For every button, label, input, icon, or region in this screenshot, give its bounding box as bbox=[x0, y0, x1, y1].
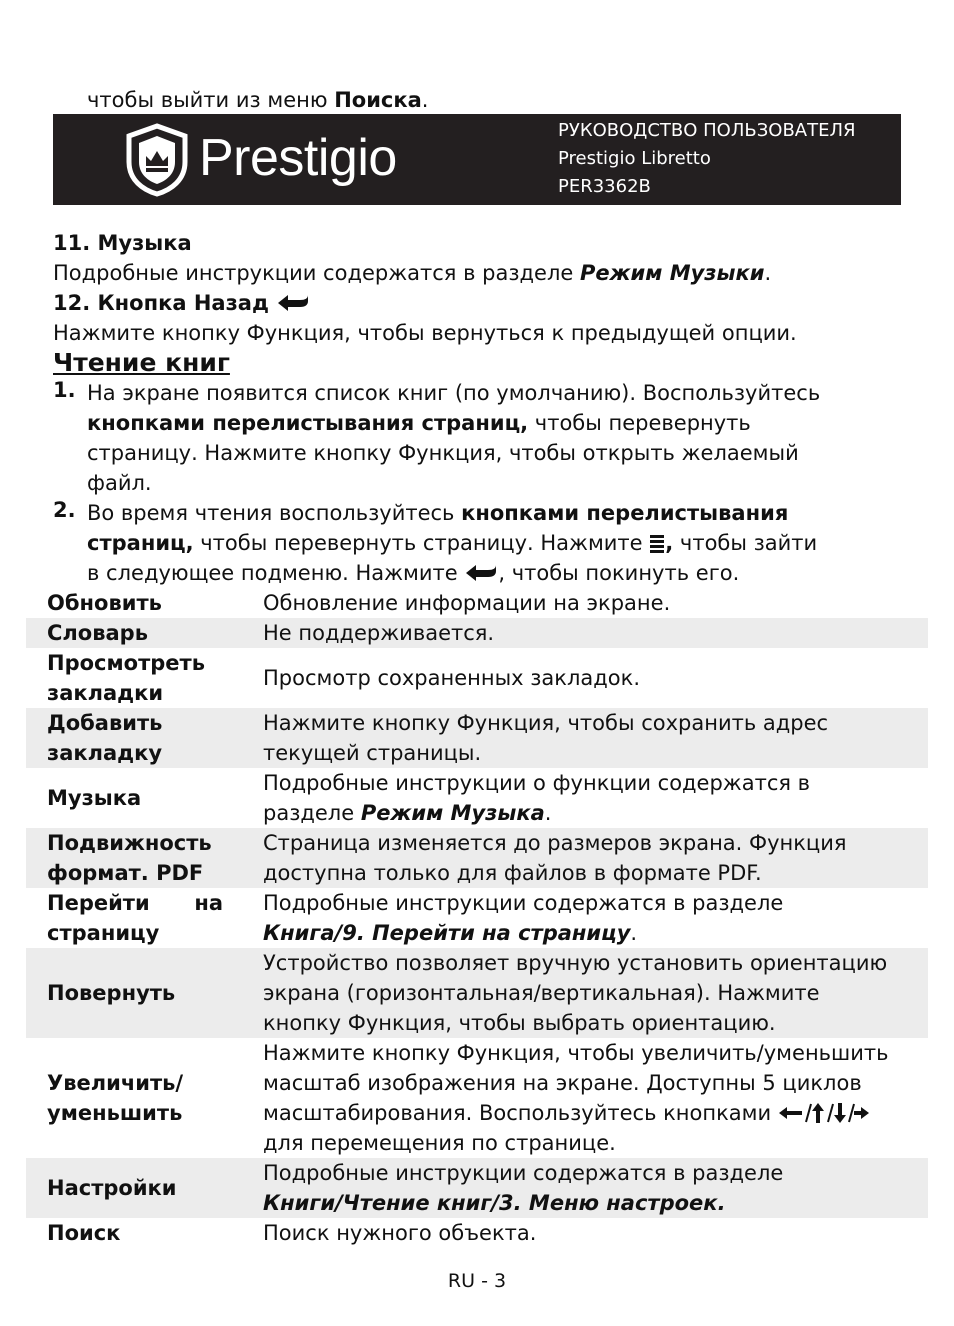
option-desc: Поиск нужного объекта. bbox=[263, 1221, 537, 1245]
option-key: Настройки bbox=[26, 1158, 263, 1218]
desc-line: Нажмите кнопку Функция, чтобы сохранить адрес bbox=[263, 711, 829, 735]
top-line-text: чтобы выйти из меню bbox=[87, 88, 335, 112]
option-desc: Просмотр сохраненных закладок. bbox=[263, 666, 640, 690]
page-number: RU - 3 bbox=[447, 1270, 507, 1292]
brand-wordmark: Prestigio bbox=[199, 129, 397, 187]
table-row bbox=[26, 618, 928, 648]
table-row bbox=[26, 948, 928, 1038]
top-continuation-line bbox=[87, 86, 428, 114]
top-line-end: . bbox=[421, 88, 429, 112]
product-name: Prestigio Libretto bbox=[558, 148, 711, 169]
desc-line: Нажмите кнопку Функция, чтобы увеличить/уменьшить bbox=[263, 1041, 889, 1065]
key-line: Подвижность bbox=[47, 831, 212, 855]
desc-line: Подробные инструкции содержатся в разделе bbox=[263, 891, 784, 915]
desc-line: Страница изменяется до размеров экрана. Функция bbox=[263, 831, 847, 855]
key-line: Просмотреть bbox=[47, 651, 205, 675]
reading-options-table bbox=[26, 588, 928, 1248]
section-ref: Книги/Чтение книг/3. Меню настроек bbox=[263, 1191, 718, 1215]
table-row bbox=[26, 1158, 928, 1218]
section-ref: Режим Музыка bbox=[360, 801, 545, 825]
option-key bbox=[26, 708, 263, 768]
desc-line bbox=[263, 1188, 920, 1218]
option-desc: Обновление информации на экране. bbox=[263, 591, 671, 615]
desc-line: экрана (горизонтальная/вертикальная). Нажмите bbox=[263, 981, 820, 1005]
music-paragraph bbox=[53, 258, 923, 288]
option-key: Музыка bbox=[47, 786, 142, 810]
key-line: Увеличить/ bbox=[47, 1071, 184, 1095]
step2-line2 bbox=[87, 528, 923, 558]
reading-step-1 bbox=[53, 378, 923, 498]
option-desc bbox=[263, 1158, 928, 1218]
option-desc: Не поддерживается. bbox=[263, 618, 928, 648]
step1-line1: На экране появится список книг (по умолчанию). Воспользуйтесь bbox=[87, 381, 821, 405]
option-key: Повернуть bbox=[26, 948, 263, 1038]
desc-line bbox=[263, 918, 920, 948]
option-key: Обновить bbox=[47, 591, 162, 615]
crown-shield-icon bbox=[119, 122, 195, 198]
music-text: Подробные инструкции содержатся в разделе bbox=[53, 261, 580, 285]
option-desc bbox=[263, 1038, 928, 1158]
back-heading bbox=[53, 288, 923, 318]
back-arrow-icon bbox=[464, 562, 498, 582]
desc-line: текущей страницы. bbox=[263, 741, 482, 765]
desc-line: для перемещения по странице. bbox=[263, 1131, 616, 1155]
step2-line1 bbox=[87, 498, 923, 528]
desc-end: . bbox=[717, 1191, 726, 1215]
desc-line bbox=[263, 798, 920, 828]
table-row bbox=[26, 648, 928, 708]
option-key bbox=[26, 648, 263, 708]
key-line: страницу bbox=[47, 921, 160, 945]
main-content bbox=[53, 228, 923, 588]
desc-line: Подробные инструкции о функции содержатся в bbox=[263, 771, 811, 795]
key-line: уменьшить bbox=[47, 1101, 183, 1125]
desc-line: Подробные инструкции содержатся в разделе bbox=[263, 1161, 784, 1185]
step2-text: Во время чтения воспользуйтесь bbox=[87, 501, 462, 525]
option-key: Поиск bbox=[47, 1221, 121, 1245]
step1-line4: файл. bbox=[87, 471, 152, 495]
key-line: Добавить bbox=[47, 711, 163, 735]
header-info bbox=[558, 117, 856, 201]
step2-comma: , bbox=[665, 531, 674, 555]
section-ref: Книга/9. Перейти на страницу bbox=[263, 921, 631, 945]
desc-end: . bbox=[544, 801, 552, 825]
desc-line: масштаб изображения на экране. Доступны 5 циклов bbox=[263, 1071, 862, 1095]
header-band bbox=[53, 114, 901, 205]
top-line-bold: Поиска bbox=[334, 88, 422, 112]
step2-text3: в следующее подменю. Нажмите bbox=[87, 561, 465, 585]
menu-icon bbox=[649, 533, 665, 553]
option-key bbox=[26, 828, 263, 888]
table-row bbox=[26, 708, 928, 768]
step1-line2 bbox=[87, 408, 923, 438]
table-row bbox=[26, 888, 928, 948]
key-line: закладки bbox=[47, 681, 164, 705]
music-section-ref: Режим Музыки bbox=[579, 261, 765, 285]
back-arrow-icon bbox=[276, 292, 310, 312]
table-row bbox=[26, 1218, 928, 1248]
model-number: PER3362B bbox=[558, 176, 651, 197]
option-desc bbox=[263, 768, 928, 828]
prestigio-logo bbox=[119, 122, 429, 198]
desc-line: кнопку Функция, чтобы выбрать ориентацию. bbox=[263, 1011, 776, 1035]
key-word: Перейти bbox=[47, 891, 150, 915]
option-desc bbox=[263, 828, 928, 888]
option-desc bbox=[263, 888, 928, 948]
desc-text: разделе bbox=[263, 801, 361, 825]
step2-end3: , чтобы покинуть его. bbox=[498, 561, 740, 585]
step1-bold: кнопками перелистывания страниц, bbox=[87, 411, 529, 435]
music-heading: 11. Музыка bbox=[53, 231, 192, 255]
step2-line3 bbox=[87, 558, 923, 588]
table-row bbox=[26, 768, 928, 828]
table-row bbox=[26, 1038, 928, 1158]
option-key: Словарь bbox=[26, 618, 263, 648]
table-row bbox=[26, 588, 928, 618]
music-end: . bbox=[764, 261, 772, 285]
desc-line: доступна только для файлов в формате PDF. bbox=[263, 861, 762, 885]
key-line: закладку bbox=[47, 741, 163, 765]
back-paragraph: Нажмите кнопку Функция, чтобы вернуться к предыдущей опции. bbox=[53, 321, 797, 345]
step2-bold2: страниц, bbox=[87, 531, 194, 555]
step1-rest: чтобы перевернуть bbox=[528, 411, 751, 435]
step-number: 2. bbox=[53, 498, 76, 522]
step2-end: чтобы зайти bbox=[673, 531, 818, 555]
option-key bbox=[26, 1038, 263, 1158]
reading-section-title: Чтение книг bbox=[53, 348, 230, 377]
table-row bbox=[26, 828, 928, 888]
option-desc bbox=[263, 948, 928, 1038]
step-number: 1. bbox=[53, 378, 76, 402]
key-word: на bbox=[194, 891, 223, 915]
desc-line bbox=[263, 1098, 920, 1128]
direction-arrows-icon bbox=[778, 1102, 870, 1124]
desc-line: Устройство позволяет вручную установить ориентацию bbox=[263, 951, 888, 975]
desc-text: масштабирования. Воспользуйтесь кнопками bbox=[263, 1101, 778, 1125]
step2-text2: чтобы перевернуть страницу. Нажмите bbox=[193, 531, 650, 555]
option-desc bbox=[263, 708, 928, 768]
key-line: формат. PDF bbox=[47, 861, 204, 885]
back-heading-text: 12. Кнопка Назад bbox=[53, 291, 269, 315]
step2-bold: кнопками перелистывания bbox=[461, 501, 789, 525]
desc-end: . bbox=[630, 921, 638, 945]
reading-step-2 bbox=[53, 498, 923, 588]
step1-line3: страницу. Нажмите кнопку Функция, чтобы открыть желаемый bbox=[87, 441, 799, 465]
key-line bbox=[47, 888, 223, 918]
option-key bbox=[26, 888, 263, 948]
manual-title: РУКОВОДСТВО ПОЛЬЗОВАТЕЛЯ bbox=[558, 120, 856, 141]
